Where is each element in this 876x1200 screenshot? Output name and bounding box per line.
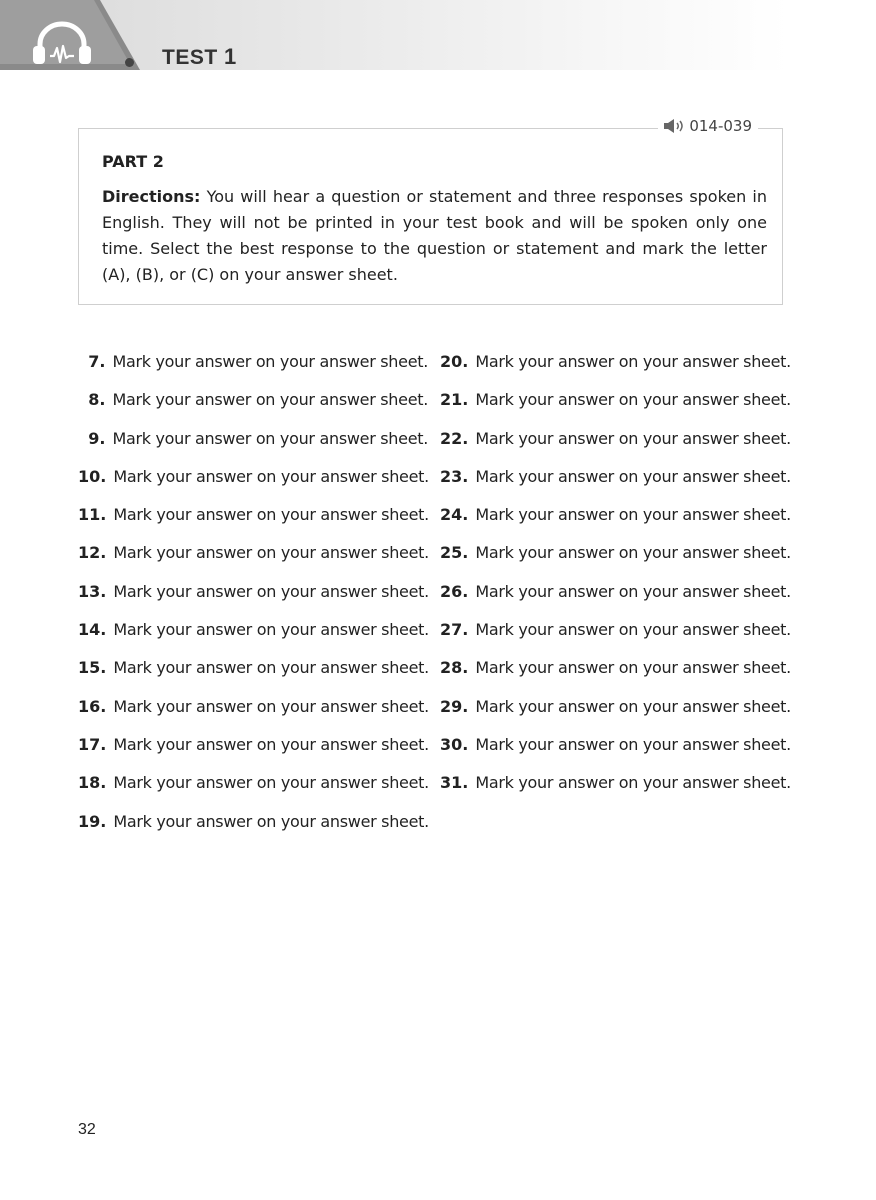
question-text: Mark your answer on your answer sheet. <box>475 620 791 640</box>
question-number: 28. <box>440 658 469 678</box>
question-text: Mark your answer on your answer sheet. <box>475 428 791 448</box>
question-text: Mark your answer on your answer sheet. <box>475 543 791 563</box>
question-text: Mark your answer on your answer sheet. <box>475 773 791 793</box>
question-item <box>78 350 428 388</box>
question-number: 8. <box>88 390 106 410</box>
question-text: Mark your answer on your answer sheet. <box>475 658 791 678</box>
question-item <box>78 771 428 809</box>
question-text: Mark your answer on your answer sheet. <box>112 390 428 410</box>
audio-track-tag[interactable] <box>658 117 758 135</box>
question-text: Mark your answer on your answer sheet. <box>113 696 429 716</box>
question-item <box>78 618 428 656</box>
question-number: 29. <box>440 696 469 716</box>
question-item <box>78 465 428 503</box>
question-item <box>78 733 428 771</box>
part-title: PART 2 <box>102 152 164 171</box>
question-text: Mark your answer on your answer sheet. <box>475 581 791 601</box>
question-column-left <box>78 350 428 848</box>
question-number: 27. <box>440 620 469 640</box>
question-item <box>440 541 791 579</box>
question-item <box>440 695 791 733</box>
question-number: 18. <box>78 773 107 793</box>
question-number: 24. <box>440 505 469 525</box>
question-number: 30. <box>440 734 469 754</box>
question-number: 19. <box>78 811 107 831</box>
question-number: 26. <box>440 581 469 601</box>
question-item <box>440 427 791 465</box>
question-text: Mark your answer on your answer sheet. <box>112 352 428 371</box>
question-text: Mark your answer on your answer sheet. <box>475 696 791 716</box>
question-number: 13. <box>78 581 107 601</box>
header-tab <box>0 0 140 70</box>
question-number: 22. <box>440 428 469 448</box>
question-text: Mark your answer on your answer sheet. <box>113 620 429 640</box>
question-number: 7. <box>88 352 106 371</box>
question-item <box>440 771 791 809</box>
question-text: Mark your answer on your answer sheet. <box>113 543 429 563</box>
question-item <box>78 541 428 579</box>
question-text: Mark your answer on your answer sheet. <box>113 505 429 525</box>
question-item <box>440 618 791 656</box>
question-text: Mark your answer on your answer sheet. <box>113 811 429 831</box>
question-item <box>78 656 428 694</box>
page-title <box>162 44 237 70</box>
question-item <box>440 350 791 388</box>
speaker-icon <box>664 118 686 134</box>
question-number: 17. <box>78 734 107 754</box>
question-item <box>440 656 791 694</box>
question-number: 9. <box>88 428 106 448</box>
question-text: Mark your answer on your answer sheet. <box>113 658 429 678</box>
question-number: 21. <box>440 390 469 410</box>
question-item <box>440 733 791 771</box>
question-text: Mark your answer on your answer sheet. <box>113 773 429 793</box>
directions-box <box>78 117 783 305</box>
question-number: 16. <box>78 696 107 716</box>
directions-text: You will hear a question or statement and three responses spoken in English. They will not be printed in your test book and will be spoken only one time. Select the best response to the question or statement and mark the letter (A), (B), or (C) on your answer sheet. <box>102 187 767 284</box>
question-item <box>78 388 428 426</box>
question-number: 10. <box>78 466 107 486</box>
question-item <box>78 503 428 541</box>
test-title-word: TEST <box>162 46 218 69</box>
question-text: Mark your answer on your answer sheet. <box>475 352 791 371</box>
question-number: 23. <box>440 466 469 486</box>
question-text: Mark your answer on your answer sheet. <box>475 390 791 410</box>
question-text: Mark your answer on your answer sheet. <box>475 505 791 525</box>
question-number: 31. <box>440 773 469 793</box>
question-text: Mark your answer on your answer sheet. <box>113 466 429 486</box>
question-number: 15. <box>78 658 107 678</box>
audio-track-number: 014-039 <box>689 117 752 135</box>
question-item <box>440 503 791 541</box>
question-item <box>440 580 791 618</box>
directions-paragraph <box>102 184 767 288</box>
question-number: 20. <box>440 352 469 371</box>
question-item <box>78 427 428 465</box>
directions-label: Directions: <box>102 187 201 206</box>
question-column-right <box>440 350 791 810</box>
test-title-number: 1 <box>224 44 237 69</box>
page-number: 32 <box>78 1121 96 1138</box>
headphones-icon <box>0 0 140 70</box>
question-text: Mark your answer on your answer sheet. <box>112 428 428 448</box>
question-text: Mark your answer on your answer sheet. <box>113 734 429 754</box>
question-item <box>440 388 791 426</box>
question-item <box>78 580 428 618</box>
question-text: Mark your answer on your answer sheet. <box>475 466 791 486</box>
question-number: 14. <box>78 620 107 640</box>
header-dot <box>125 58 134 67</box>
question-item <box>440 465 791 503</box>
question-text: Mark your answer on your answer sheet. <box>113 581 429 601</box>
question-text: Mark your answer on your answer sheet. <box>475 734 791 754</box>
question-number: 11. <box>78 505 107 525</box>
question-item <box>78 695 428 733</box>
question-item <box>78 810 428 848</box>
question-number: 12. <box>78 543 107 563</box>
question-number: 25. <box>440 543 469 563</box>
